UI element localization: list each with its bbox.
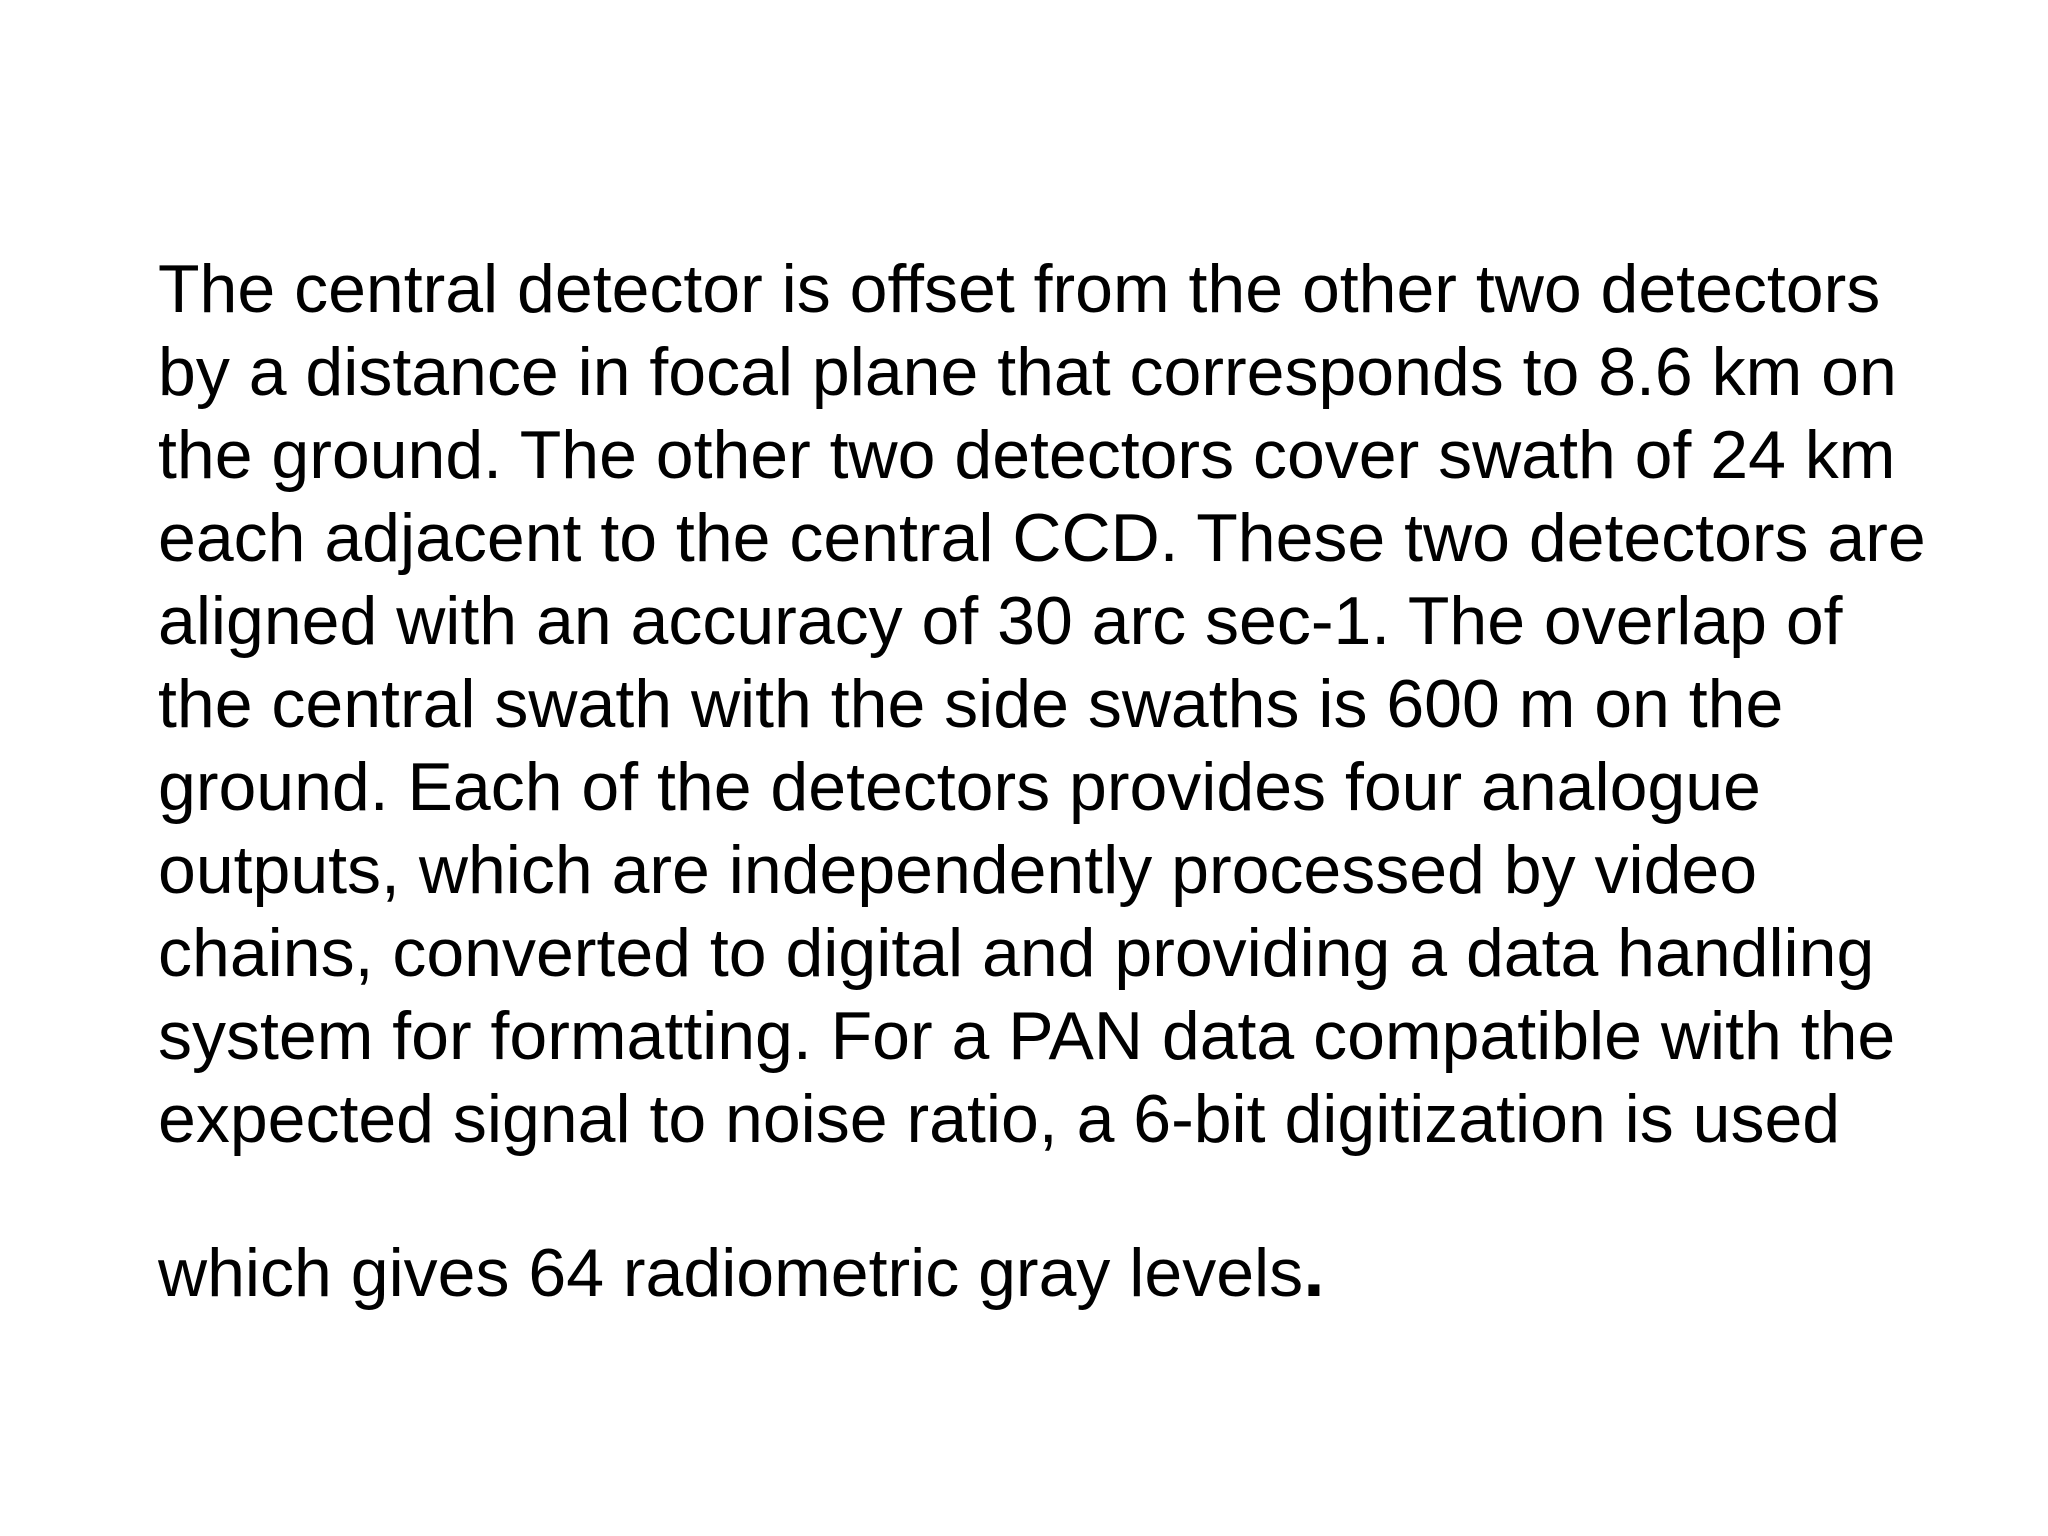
body-paragraph (158, 248, 1978, 1161)
closing-line-text: which gives 64 radiometric gray levels (158, 1235, 1304, 1311)
closing-period: . (1303, 1225, 1325, 1313)
paragraph-line: expected signal to noise ratio, a 6-bit digitization is used (158, 1081, 1841, 1157)
paragraph-line: outputs, which are independently processed by video (158, 832, 1758, 908)
paragraph-line: the central swath with the side swaths is 600 m on the (158, 666, 1784, 742)
closing-line (158, 1225, 1325, 1315)
paragraph-line: ground. Each of the detectors provides four analogue (158, 749, 1761, 825)
paragraph-line: by a distance in focal plane that corresponds to 8.6 km on (158, 334, 1897, 410)
paragraph-line: The central detector is offset from the other two detectors (158, 251, 1881, 327)
paragraph-line: aligned with an accuracy of 30 arc sec-1. The overlap of (158, 583, 1843, 659)
paragraph-line: each adjacent to the central CCD. These two detectors are (158, 500, 1926, 576)
paragraph-line: chains, converted to digital and providing a data handling (158, 915, 1875, 991)
paragraph-line: the ground. The other two detectors cover swath of 24 km (158, 417, 1896, 493)
paragraph-line: system for formatting. For a PAN data compatible with the (158, 998, 1896, 1074)
